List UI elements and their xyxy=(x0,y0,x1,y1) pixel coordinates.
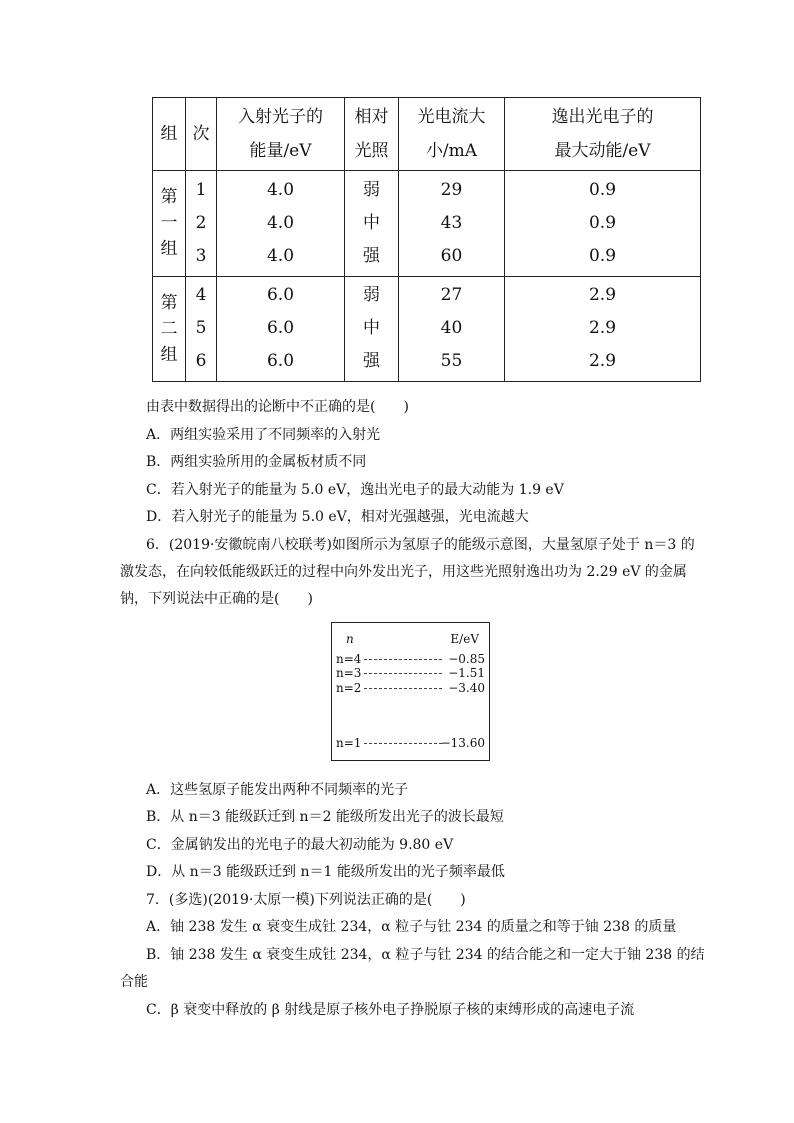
q6-option-b: B．从 n＝3 能级跃迁到 n＝2 能级所发出光子的波长最短 xyxy=(146,809,504,825)
group-1-label: 第 一 组 xyxy=(153,171,186,277)
q6-stem-line2: 激发态，在向较低能级跃迁的过程中向外发出光子，用这些光照射逸出功为 2.29 eV 的金属 xyxy=(120,564,687,580)
group-2-trials: 4 5 6 xyxy=(186,276,217,382)
group-2-current: 27 40 55 xyxy=(399,276,505,382)
group-2-energy: 6.0 6.0 6.0 xyxy=(217,276,345,382)
q7-option-b-line2: 合能 xyxy=(120,974,148,990)
q5-option-b: B．两组实验所用的金属板材质不同 xyxy=(146,454,367,470)
q5-option-d: D．若入射光子的能量为 5.0 eV，相对光强越强，光电流越大 xyxy=(146,509,529,525)
energy-level-n1: n=1 −13.60 xyxy=(336,736,485,750)
group-2-light: 弱 中 强 xyxy=(345,276,399,382)
header-trial: 次 xyxy=(186,98,217,171)
q6-stem-line3: 钠，下列说法中正确的是( ) xyxy=(120,591,313,607)
data-table xyxy=(152,97,701,382)
header-group: 组 xyxy=(153,98,186,171)
q5-stem: 由表中数据得出的论断中不正确的是( ) xyxy=(146,399,409,415)
header-energy: 入射光子的 能量/eV xyxy=(217,98,345,171)
table-row xyxy=(153,276,701,382)
group-1-trials: 1 2 3 xyxy=(186,171,217,277)
q5-option-a: A．两组实验采用了不同频率的入射光 xyxy=(146,427,381,443)
q7-option-b-line1: B．铀 238 发生 α 衰变生成钍 234，α 粒子与钍 234 的结合能之和一定大于铀 238 的结 xyxy=(146,947,705,963)
group-1-light: 弱 中 强 xyxy=(345,171,399,277)
group-1-current: 29 43 60 xyxy=(399,171,505,277)
table-row xyxy=(153,171,701,277)
header-current: 光电流大 小/mA xyxy=(399,98,505,171)
q6-option-c: C．金属钠发出的光电子的最大初动能为 9.80 eV xyxy=(146,837,454,853)
q5-option-c: C．若入射光子的能量为 5.0 eV，逸出光电子的最大动能为 1.9 eV xyxy=(146,482,564,498)
energy-axis-label: E/eV xyxy=(450,632,479,646)
q6-stem-line1: 6．(2019·安徽皖南八校联考)如图所示为氢原子的能级示意图，大量氢原子处于 n＝3 的 xyxy=(146,537,695,553)
q7-option-c: C．β 衰变中释放的 β 射线是原子核外电子挣脱原子核的束缚形成的高速电子流 xyxy=(146,1002,635,1018)
group-1-ke: 0.9 0.9 0.9 xyxy=(505,171,701,277)
header-light: 相对 光照 xyxy=(345,98,399,171)
q6-option-a: A．这些氢原子能发出两种不同频率的光子 xyxy=(146,782,409,798)
energy-level-n2: n=2 −3.40 xyxy=(336,681,485,695)
group-2-label: 第 二 组 xyxy=(153,276,186,382)
energy-level-n4: n=4 −0.85 xyxy=(336,652,485,666)
table-header-row xyxy=(153,98,701,171)
group-2-ke: 2.9 2.9 2.9 xyxy=(505,276,701,382)
energy-level-n3: n=3 −1.51 xyxy=(336,666,485,680)
n-axis-label: n xyxy=(346,632,354,646)
group-1-energy: 4.0 4.0 4.0 xyxy=(217,171,345,277)
energy-level-diagram xyxy=(331,622,490,761)
q6-option-d: D．从 n＝3 能级跃迁到 n＝1 能级所发出的光子频率最低 xyxy=(146,864,505,880)
q7-stem: 7．(多选)(2019·太原一模)下列说法正确的是( ) xyxy=(146,892,466,908)
q7-option-a: A．铀 238 发生 α 衰变生成钍 234，α 粒子与钍 234 的质量之和等于铀 238 的质量 xyxy=(146,919,677,935)
header-ke: 逸出光电子的 最大动能/eV xyxy=(505,98,701,171)
